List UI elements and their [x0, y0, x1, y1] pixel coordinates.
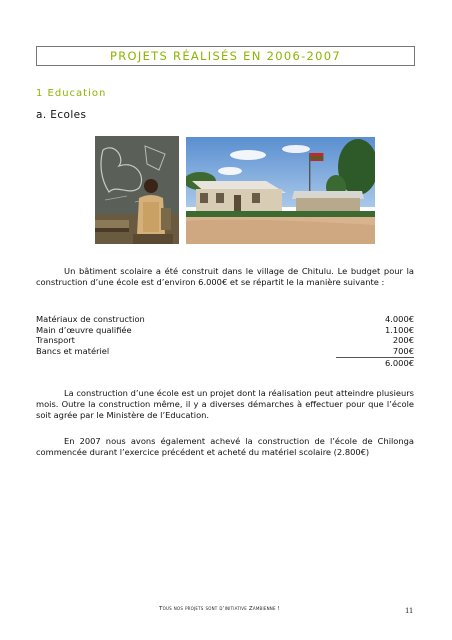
footer-text: Tous nos projets sont d’initiative Zambienne !: [159, 606, 281, 612]
budget-row: [36, 346, 414, 357]
page-title-box: [36, 46, 415, 66]
page-footer: [0, 606, 452, 618]
budget-row: [36, 325, 414, 336]
budget-label: Transport: [36, 335, 75, 346]
budget-label: Matériaux de construction: [36, 314, 145, 324]
page-title: PROJETS RÉALISÉS EN 2006-2007: [110, 49, 341, 63]
paragraph-chilonga: En 2007 nous avons également achevé la construction de l’école de Chilonga commencée durant l’exercice précédent et acheté du matériel scolaire (2.800€): [36, 436, 414, 457]
budget-amount: 1.100€: [384, 324, 414, 335]
budget-row: [36, 314, 414, 325]
budget-total-row: [36, 358, 414, 369]
sub-heading: a. Ecoles: [36, 109, 87, 121]
budget-label: Bancs et matériel: [36, 346, 110, 357]
budget-amount: 4.000€: [384, 314, 414, 324]
paragraph-budget-intro: Un bâtiment scolaire a été construit dans le village de Chitulu. Le budget pour la construction d’une école est d’environ 6.000€ et se répartit le la manière suivante :: [36, 266, 414, 287]
section-heading: 1 Education: [36, 88, 107, 99]
photo-school-building: [186, 137, 375, 244]
page-number: 11: [405, 605, 414, 615]
paragraph-construction: La construction d’une école est un projet dont la réalisation peut atteindre plusieurs mois. Outre la construction même, il y a diverses démarches à effectuer pour que l’école soit agrée par le Ministère de l’Education.: [36, 388, 414, 420]
budget-table: [36, 314, 414, 369]
budget-row: [36, 335, 414, 346]
budget-label: Main d’œuvre qualifiée: [36, 324, 132, 335]
budget-sum-rule: [336, 357, 414, 358]
budget-total: 6.000€: [384, 357, 414, 368]
photo-child-blackboard: [95, 136, 179, 244]
budget-amount: 200€: [392, 335, 414, 346]
budget-amount: 700€: [392, 346, 414, 357]
